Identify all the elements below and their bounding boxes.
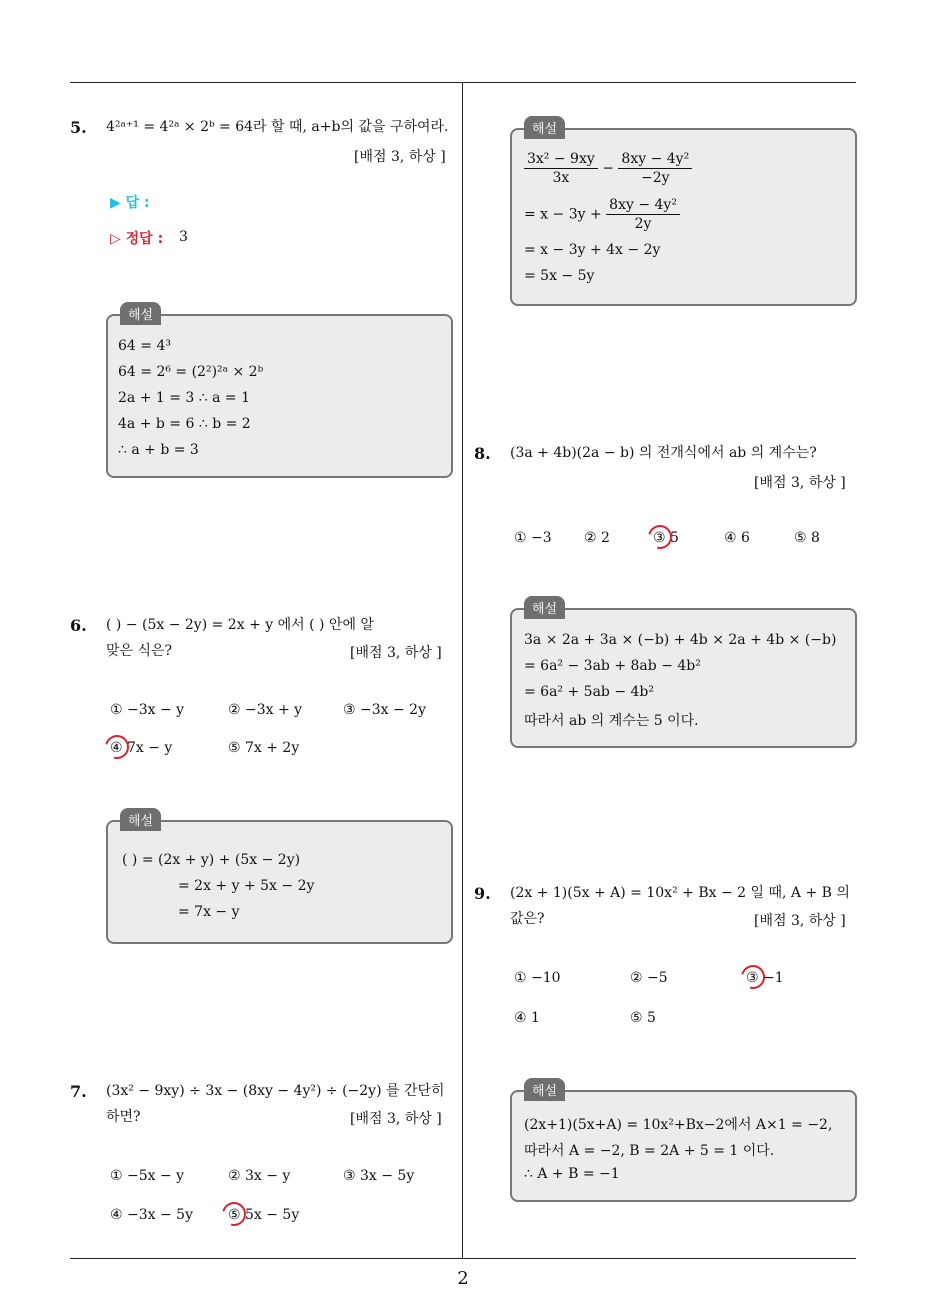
- q6-solution-tag: 해설: [120, 808, 161, 831]
- q9-option-1[interactable]: ① −10: [514, 970, 561, 986]
- q6-selected-mark: [101, 731, 134, 764]
- q8-solution-tag: 해설: [524, 596, 565, 619]
- q9-selected-mark: [737, 961, 770, 994]
- q9-solution-line: (2x+1)(5x+A) = 10x²+Bx−2에서 A×1 = −2,: [524, 1117, 833, 1133]
- q5-correct-label: ▷ 정답 :: [110, 231, 164, 247]
- q7-solution-line3: = x − 3y + 4x − 2y: [524, 242, 661, 258]
- column-divider: [462, 83, 463, 1259]
- fraction: $\frac{\text{8xy − 4y²}}{2y}$: [606, 196, 680, 233]
- q7-solution-line4: = 5x − 5y: [524, 268, 595, 284]
- q7-selected-mark: [218, 1198, 251, 1231]
- q8-solution-line: = 6a² − 3ab + 8ab − 4b²: [524, 658, 701, 674]
- q6-score: [배점 3, 하상 ]: [350, 645, 442, 661]
- q9-score: [배점 3, 하상 ]: [754, 913, 846, 929]
- page-number: 2: [457, 1268, 469, 1289]
- q6-option-2[interactable]: ② −3x + y: [228, 702, 303, 718]
- q6-text-line1: ( ) − (5x − 2y) = 2x + y 에서 ( ) 안에 알: [106, 617, 374, 633]
- q9-option-4[interactable]: ④ 1: [514, 1010, 540, 1026]
- q8-solution-box: [510, 602, 857, 748]
- q5-text: 4²ᵃ⁺¹ = 4²ᵃ × 2ᵇ = 64라 할 때, a+b의 값을 구하여라.: [106, 119, 449, 135]
- q6-solution-line: ( ) = (2x + y) + (5x − 2y): [122, 852, 301, 868]
- q6-solution-box: [106, 814, 453, 944]
- q5-solution-box: [106, 308, 453, 478]
- q9-text-line1: (2x + 1)(5x + A) = 10x² + Bx − 2 일 때, A + B 의: [510, 885, 850, 901]
- q8-solution-line: 3a × 2a + 3a × (−b) + 4b × 2a + 4b × (−b): [524, 632, 837, 648]
- q9-number: 9.: [474, 884, 491, 903]
- q9-solution-tag: 해설: [524, 1078, 565, 1101]
- q9-option-2[interactable]: ② −5: [630, 970, 668, 986]
- q7-number: 7.: [70, 1082, 87, 1101]
- q8-option-3[interactable]: ③ 5: [653, 530, 679, 546]
- q9-text-line2: 값은?: [510, 911, 545, 927]
- q8-text: (3a + 4b)(2a − b) 의 전개식에서 ab 의 계수는?: [510, 445, 817, 461]
- q7-score: [배점 3, 하상 ]: [350, 1111, 442, 1127]
- q5-solution-line: 64 = 2⁶ = (2²)²ᵃ × 2ᵇ: [118, 364, 264, 380]
- q5-solution-line: 64 = 4³: [118, 338, 171, 354]
- q8-option-2[interactable]: ② 2: [584, 530, 610, 546]
- q6-option-1[interactable]: ① −3x − y: [110, 702, 185, 718]
- q9-solution-box: [510, 1084, 857, 1202]
- q8-selected-mark: [644, 521, 677, 554]
- q5-score: [배점 3, 하상 ]: [354, 149, 446, 165]
- q9-option-3[interactable]: ③ −1: [746, 970, 784, 986]
- q7-text-line2: 하면?: [106, 1109, 141, 1125]
- q5-solution-line: 2a + 1 = 3 ∴ a = 1: [118, 390, 251, 406]
- q8-option-4[interactable]: ④ 6: [724, 530, 750, 546]
- q5-solution-tag: 해설: [120, 302, 161, 325]
- q8-option-5[interactable]: ⑤ 8: [794, 530, 820, 546]
- q6-option-3[interactable]: ③ −3x − 2y: [343, 702, 426, 718]
- q7-option-4[interactable]: ④ −3x − 5y: [110, 1207, 193, 1223]
- q5-solution-line: 4a + b = 6 ∴ b = 2: [118, 416, 251, 432]
- top-rule: [70, 82, 856, 83]
- q7-solution-box: [510, 122, 857, 306]
- q7-option-3[interactable]: ③ 3x − 5y: [343, 1168, 415, 1184]
- bottom-rule: [70, 1258, 856, 1259]
- q7-solution-tag: 해설: [524, 116, 565, 139]
- q7-option-5[interactable]: ⑤ 5x − 5y: [228, 1207, 300, 1223]
- q6-number: 6.: [70, 616, 87, 635]
- q7-solution-line2: = x − 3y + $\frac{\text{8xy − 4y²}}{2y}$: [524, 196, 680, 233]
- q7-option-2[interactable]: ② 3x − y: [228, 1168, 291, 1184]
- q8-score: [배점 3, 하상 ]: [754, 475, 846, 491]
- q6-option-5[interactable]: ⑤ 7x + 2y: [228, 740, 300, 756]
- q6-text-line2: 맞은 식은?: [106, 643, 173, 659]
- q8-option-1[interactable]: ① −3: [514, 530, 552, 546]
- q7-solution-line1: $\frac{\text{3x² − 9xy}}{3x}$ − $\frac{\text{8xy − 4y²}}{-2y}$: [524, 150, 692, 187]
- q5-number: 5.: [70, 118, 87, 137]
- q8-solution-line: 따라서 ab 의 계수는 5 이다.: [524, 713, 699, 729]
- q9-option-5[interactable]: ⑤ 5: [630, 1010, 656, 1026]
- q9-solution-line: 따라서 A = −2, B = 2A + 5 = 1 이다.: [524, 1143, 775, 1159]
- q5-solution-line: ∴ a + b = 3: [118, 442, 199, 458]
- q6-solution-line: = 2x + y + 5x − 2y: [178, 878, 315, 894]
- q9-solution-line: ∴ A + B = −1: [524, 1166, 620, 1182]
- q8-solution-line: = 6a² + 5ab − 4b²: [524, 684, 655, 700]
- q7-text-line1: (3x² − 9xy) ÷ 3x − (8xy − 4y²) ÷ (−2y) 를 간단히: [106, 1083, 445, 1099]
- q6-option-4[interactable]: ④ 7x − y: [110, 740, 173, 756]
- q7-option-1[interactable]: ① −5x − y: [110, 1168, 185, 1184]
- q5-answer-label: ▶ 답 :: [110, 195, 150, 211]
- q5-correct-value: 3: [179, 229, 188, 245]
- q6-solution-line: = 7x − y: [178, 904, 240, 920]
- fraction: $\frac{\text{3x² − 9xy}}{3x}$: [524, 150, 598, 187]
- fraction: $\frac{\text{8xy − 4y²}}{-2y}$: [618, 150, 692, 187]
- q8-number: 8.: [474, 444, 491, 463]
